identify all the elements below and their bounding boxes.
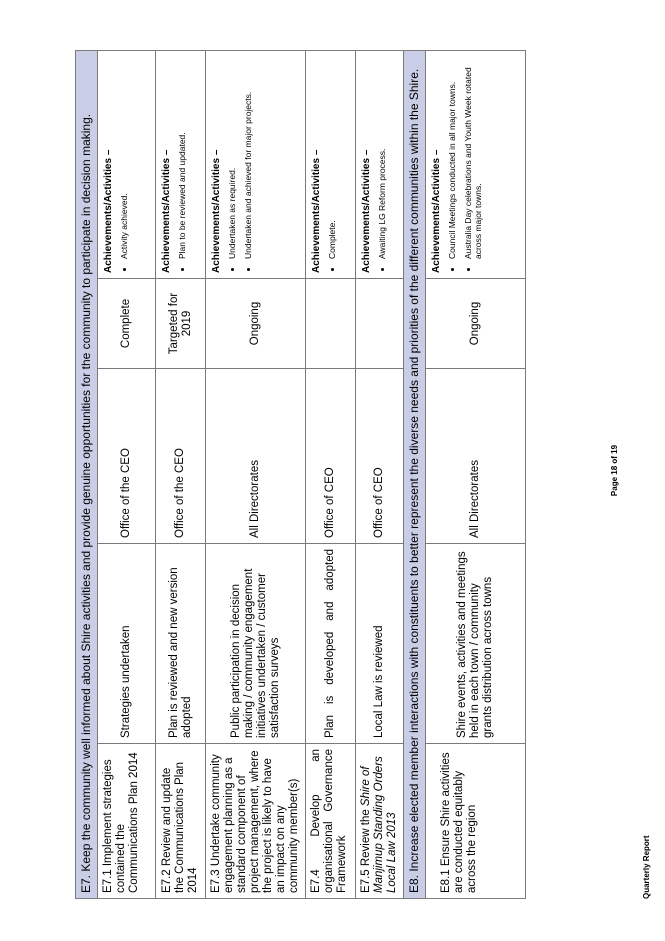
achievements-heading: Achievements/Activities – [311, 149, 322, 273]
action-text: E8.1 Ensure Shire activities are conducted equitably across the region [440, 752, 478, 893]
achievements-list [327, 56, 337, 273]
list-item: • Awaiting LG Reform process. [377, 56, 387, 259]
status-cell: Ongoing [206, 279, 306, 369]
table-row [98, 50, 156, 898]
achievements-list [447, 56, 483, 273]
status-cell: Targeted for 2019 [156, 279, 206, 369]
achievements-list [119, 56, 129, 273]
status-cell: Complete [98, 279, 156, 369]
measure-cell: Shire events, activities and meetings held in each town / community grants distribution across towns [426, 544, 526, 744]
status-cell [306, 279, 356, 369]
report-title: Quarterly Report [642, 835, 651, 899]
list-item: • Plan to be reviewed and updated. [177, 56, 187, 259]
section-header-row [404, 50, 426, 898]
list-item: • Activity achieved. [119, 56, 129, 259]
status-cell: Ongoing [426, 279, 526, 369]
achievements-heading: Achievements/Activities – [431, 149, 442, 273]
section-heading-e7: E7. Keep the community well informed about Shire activities and provide genuine opportunities for the community to participate in decision making. [76, 50, 98, 898]
measure-cell: Plan is developed and adopted [306, 544, 356, 744]
achievements-cell [306, 50, 356, 278]
action-cell [426, 744, 526, 899]
responsibility-cell: All Directorates [426, 369, 526, 544]
action-cell: E7.1 Implement strategies contained the Communications Plan 2014 [98, 744, 156, 899]
achievements-cell [98, 50, 156, 278]
achievements-list [227, 56, 253, 273]
achievements-cell [356, 50, 404, 278]
achievements-cell [206, 50, 306, 278]
achievements-heading: Achievements/Activities – [211, 149, 222, 273]
action-plan-table [75, 50, 526, 899]
section-heading-e8: E8. Increase elected member interactions with constituents to better represent the diverse needs and priorities of the different communities within the Shire. [404, 50, 426, 898]
action-cell [356, 744, 404, 899]
list-item: • Australia Day celebrations and Youth Week rotated across major towns. [463, 56, 483, 259]
list-item: • Undertaken and achieved for major projects. [243, 56, 253, 259]
measure-cell: Strategies undertaken [98, 544, 156, 744]
list-item: • Complete. [327, 56, 337, 259]
achievements-cell [156, 50, 206, 278]
table-row [206, 50, 306, 898]
local-law-title: Shire of Manjimup Standing Orders Local Law 2013 [360, 756, 398, 893]
achievements-cell [426, 50, 526, 278]
responsibility-cell: Office of the CEO [98, 369, 156, 544]
list-item: • Undertaken as required. [227, 56, 237, 259]
list-item: • Council Meetings conducted in all major towns. [447, 56, 457, 259]
status-cell [356, 279, 404, 369]
action-prefix: E7.5 Review the [360, 806, 372, 893]
measure-cell: Local Law is reviewed [356, 544, 404, 744]
responsibility-cell: All Directorates [206, 369, 306, 544]
table-row [356, 50, 404, 898]
action-cell: E7.2 Review and update the Communications Plan 2014 [156, 744, 206, 899]
responsibility-cell: Office of CEO [306, 369, 356, 544]
action-cell: E7.3 Undertake community engagement planning as a standard component of project management, where the project is likely to have an impact on any community member(s) [206, 744, 306, 899]
table-row [426, 50, 526, 898]
table-row [156, 50, 206, 898]
measure-cell: Public participation in decision making / community engagement initiatives undertaken / customer satisfaction surveys [206, 544, 306, 744]
achievements-heading: Achievements/Activities – [361, 149, 372, 273]
action-cell: E7.4 Develop an organisational Governance Framework [306, 744, 356, 899]
measure-cell: Plan is reviewed and new version adopted [156, 544, 206, 744]
page-number: Page 18 of 19 [610, 444, 619, 497]
section-header-row [76, 50, 98, 898]
achievements-heading: Achievements/Activities – [103, 149, 114, 273]
achievements-list [177, 56, 187, 273]
responsibility-cell: Office of the CEO [156, 369, 206, 544]
achievements-heading: Achievements/Activities – [161, 149, 172, 273]
achievements-list [377, 56, 387, 273]
table-row [306, 50, 356, 898]
responsibility-cell: Office of CEO [356, 369, 404, 544]
